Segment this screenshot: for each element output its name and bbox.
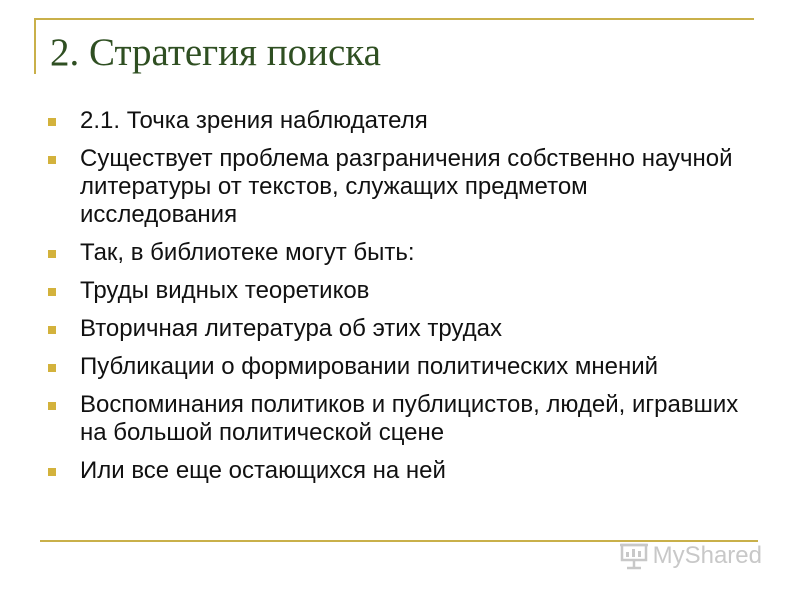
list-item-text: Труды видных теоретиков (80, 277, 370, 304)
square-bullet-icon (48, 468, 56, 476)
list-item-text: Воспоминания политиков и публицистов, людей, игравших на большой политической сцене (80, 391, 739, 446)
presentation-board-icon (619, 542, 649, 570)
bullet-list (48, 107, 748, 495)
watermark (619, 542, 762, 570)
list-item (48, 239, 748, 267)
square-bullet-icon (48, 288, 56, 296)
list-item-text: Существует проблема разграничения собственно научной литературы от текстов, служащих предметом исследования (80, 145, 733, 228)
list-item-text: 2.1. Точка зрения наблюдателя (80, 107, 428, 134)
list-item-text: Или все еще остающихся на ней (80, 457, 446, 484)
left-divider (34, 18, 36, 74)
square-bullet-icon (48, 156, 56, 164)
square-bullet-icon (48, 118, 56, 126)
list-item-text: Публикации о формировании политических мнений (80, 353, 659, 380)
square-bullet-icon (48, 250, 56, 258)
list-item (48, 315, 748, 343)
watermark-text: MyShared (652, 542, 762, 569)
square-bullet-icon (48, 326, 56, 334)
list-item (48, 145, 748, 229)
top-divider (34, 18, 754, 20)
list-item (48, 391, 748, 447)
list-item (48, 353, 748, 381)
list-item (48, 107, 748, 135)
list-item (48, 277, 748, 305)
square-bullet-icon (48, 402, 56, 410)
list-item (48, 457, 748, 485)
list-item-text: Вторичная литература об этих трудах (80, 315, 502, 342)
list-item-text: Так, в библиотеке могут быть: (80, 239, 415, 266)
square-bullet-icon (48, 364, 56, 372)
slide-title: 2. Стратегия поиска (50, 31, 381, 74)
